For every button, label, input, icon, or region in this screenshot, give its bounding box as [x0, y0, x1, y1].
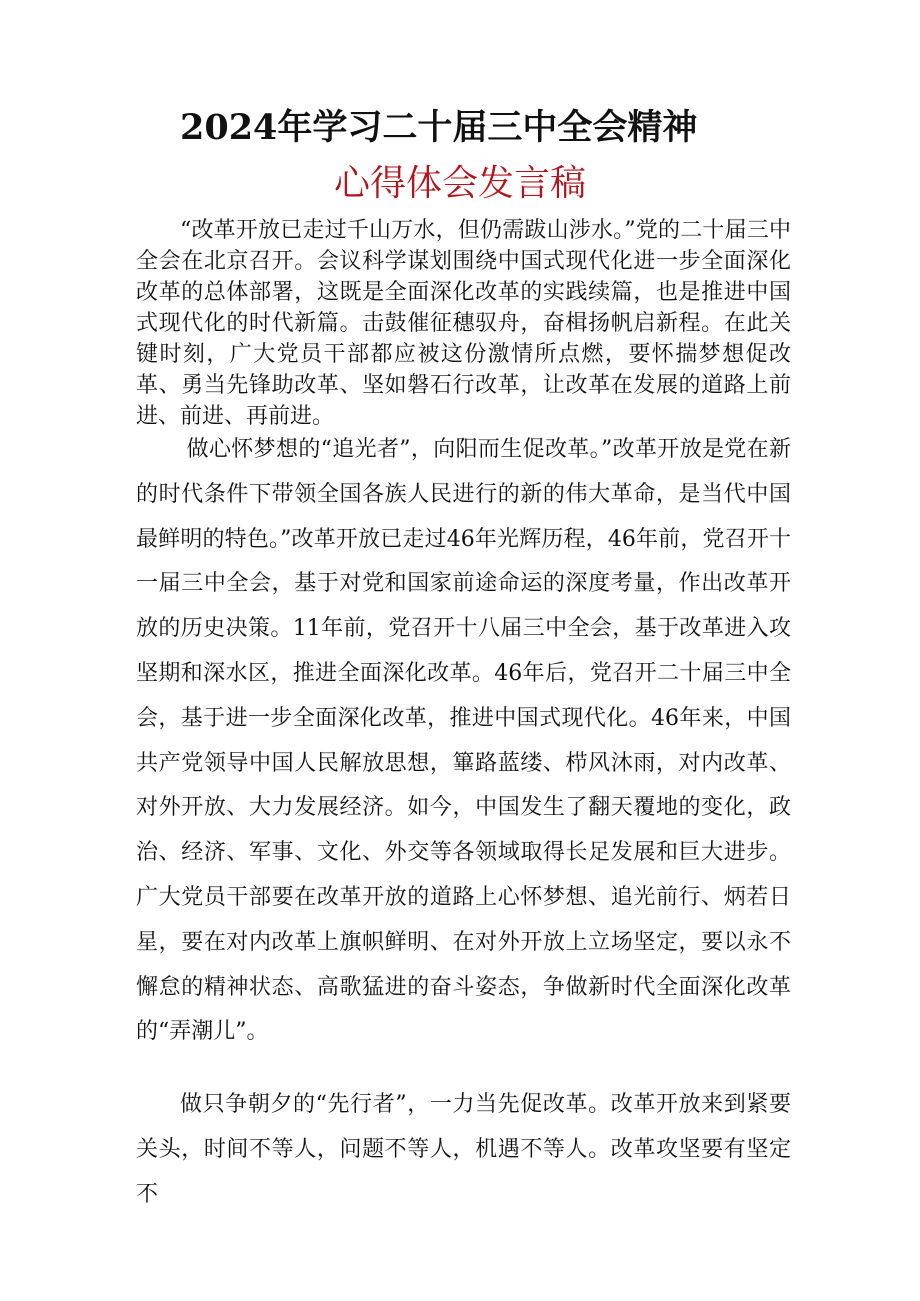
- document-title: 2024年学习二十届三中全会精神: [180, 107, 698, 148]
- paragraph-forerunner: 做只争朝夕的“先行者”，一力当先促改革。改革开放来到紧要关头，时间不等人，问题不等人，机遇不等人。改革攻坚要有坚定不: [136, 1092, 791, 1207]
- document-subtitle: 心得体会发言稿: [333, 163, 586, 204]
- paragraph-intro: “改革开放已走过千山万水，但仍需跋山涉水。”党的二十届三中全会在北京召开。会议科学谋划围绕中国式现代化进一步全面深化改革的总体部署，这既是全面深化改革的实践续篇，也是推进中国式现代化的时代新篇。击鼓催征穗驭舟，奋楫扬帆启新程。在此关键时刻，广大党员干部都应被这份激情所点燃，要怀揣梦想促改革、勇当先锋助改革、坚如磐石行改革，让改革在发展的道路上前进、前进、再前进。: [136, 218, 791, 429]
- paragraph-chaser-of-light: 做心怀梦想的“追光者”，向阳而生促改革。”改革开放是党在新的时代条件下带领全国各族人民进行的新的伟大革命，是当代中国最鲜明的特色。”改革开放已走过46年光辉历程，46年前，党召开十一届三中全会，基于对党和国家前途命运的深度考量，作出改革开放的历史决策。11年前，党召开十八届三中全会，基于改革进入攻坚期和深水区，推进全面深化改革。46年后，党召开二十届三中全会，基于进一步全面深化改革，推进中国式现代化。46年来，中国共产党领导中国人民解放思想，篳路蓝缕、栉风沐雨，对内改革、对外开放、大力发展经济。如今，中国发生了翻天覆地的变化，政治、经济、军事、文化、外交等各领域取得长足发展和巨大进步。广大党员干部要在改革开放的道路上心怀梦想、追光前行、炳若日星，要在对内改革上旗帜鲜明、在对外开放上立场坚定，要以永不懈怠的精神状态、高歌猛进的奋斗姿态，争做新时代全面深化改革的“弄潮儿”。: [136, 437, 791, 1045]
